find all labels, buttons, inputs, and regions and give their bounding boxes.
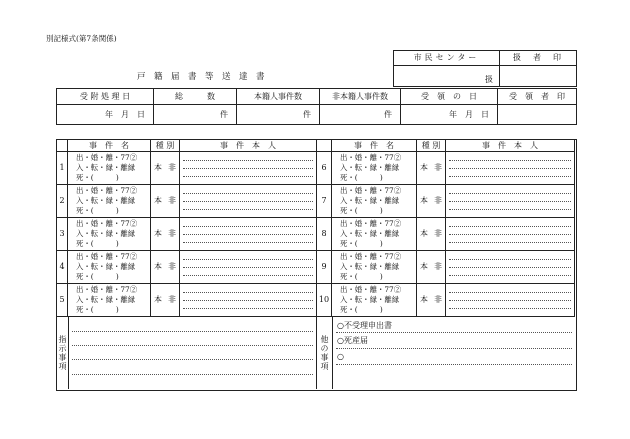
case-option: 出・婚・離・77② (340, 186, 402, 195)
row-no-header (317, 140, 332, 152)
case-person-field[interactable] (446, 152, 575, 185)
summary-header: 受 領 の 日 (401, 89, 498, 105)
type-option: 非 (168, 196, 176, 205)
type-option: 本 (420, 262, 428, 271)
case-type-options[interactable] (417, 185, 446, 218)
dotted-rule (183, 193, 313, 194)
other-section (316, 317, 575, 389)
case-row (317, 185, 575, 218)
case-row (57, 251, 317, 284)
summary-header: 受 附 処 理 日 (57, 89, 154, 105)
case-name-options[interactable] (68, 218, 151, 251)
type-option: 非 (434, 196, 442, 205)
case-option: 入・転・縁・離縁 (340, 295, 400, 304)
case-row-number: 7 (317, 185, 332, 218)
type-option: 非 (168, 163, 176, 172)
case-person-field[interactable] (446, 185, 575, 218)
case-row-number: 9 (317, 251, 332, 284)
case-row (317, 284, 575, 317)
other-item: ○死産届 (337, 336, 368, 345)
type-option: 非 (434, 163, 442, 172)
case-option: 入・転・縁・離縁 (76, 262, 136, 271)
case-type-options[interactable] (417, 251, 446, 284)
stamp-label: 扱 者 印 (500, 51, 577, 66)
cases-table-right (316, 139, 575, 317)
dotted-rule (449, 300, 571, 301)
instructions-section (56, 317, 317, 389)
case-person-header: 事 件 本 人 (446, 140, 575, 152)
case-option: 出・婚・離・77② (76, 186, 138, 195)
case-row (57, 218, 317, 251)
type-option: 非 (434, 229, 442, 238)
type-option: 本 (154, 295, 162, 304)
received-date-field[interactable]: 年 月 日 (57, 105, 154, 125)
instructions-label: 指示事項 (58, 335, 67, 371)
dotted-rule (449, 267, 571, 268)
dotted-rule (449, 160, 571, 161)
case-name-options[interactable] (68, 152, 151, 185)
dotted-rule (449, 308, 571, 309)
dotted-rule (449, 226, 571, 227)
case-row-number: 4 (57, 251, 68, 284)
case-row-number: 6 (317, 152, 332, 185)
case-option: 入・転・縁・離縁 (76, 163, 136, 172)
case-name-options[interactable] (332, 185, 417, 218)
dotted-rule (183, 168, 313, 169)
receipt-date-field[interactable]: 年 月 日 (401, 105, 498, 125)
case-option: 死・( ) (76, 239, 119, 248)
non-domicile-count-field[interactable]: 件 (320, 105, 401, 125)
case-option: 死・( ) (340, 272, 383, 281)
case-type-options[interactable] (417, 152, 446, 185)
center-label: 市民センター (394, 51, 500, 66)
case-row-number: 1 (57, 152, 68, 185)
dotted-rule (183, 201, 313, 202)
case-option: 入・転・縁・離縁 (340, 229, 400, 238)
dotted-rule (183, 209, 313, 210)
other-label-box (316, 317, 333, 389)
case-row (317, 218, 575, 251)
case-person-field[interactable] (180, 152, 317, 185)
case-name-options[interactable] (68, 185, 151, 218)
dotted-rule (183, 176, 313, 177)
case-option: 出・婚・離・77② (340, 219, 402, 228)
type-option: 本 (154, 196, 162, 205)
center-box (393, 50, 577, 87)
case-person-field[interactable] (180, 284, 317, 317)
other-label: 他の事項 (320, 335, 329, 371)
domicile-count-field[interactable]: 件 (237, 105, 320, 125)
case-name-options[interactable] (332, 218, 417, 251)
case-type-options[interactable] (151, 152, 180, 185)
case-type-options[interactable] (151, 284, 180, 317)
case-type-options[interactable] (151, 218, 180, 251)
type-option: 本 (420, 295, 428, 304)
type-option: 本 (420, 229, 428, 238)
case-option: 出・婚・離・77② (76, 285, 138, 294)
dotted-rule (183, 267, 313, 268)
dotted-rule (449, 259, 571, 260)
case-row (317, 251, 575, 284)
dotted-rule (449, 176, 571, 177)
case-row-number: 5 (57, 284, 68, 317)
type-option: 非 (168, 295, 176, 304)
case-option: 入・転・縁・離縁 (340, 196, 400, 205)
stamp-field[interactable] (500, 66, 577, 87)
case-name-options[interactable] (332, 284, 417, 317)
type-option: 本 (420, 163, 428, 172)
dotted-rule (449, 234, 571, 235)
other-field[interactable] (333, 317, 575, 389)
case-type-options[interactable] (417, 284, 446, 317)
case-row-number: 10 (317, 284, 332, 317)
type-option: 本 (154, 163, 162, 172)
case-option: 出・婚・離・77② (340, 252, 402, 261)
case-row-number: 3 (57, 218, 68, 251)
case-option: 死・( ) (340, 305, 383, 314)
dotted-rule (183, 308, 313, 309)
dotted-rule (183, 292, 313, 293)
case-name-header: 事 件 名 (68, 140, 151, 152)
type-option: 非 (434, 262, 442, 271)
center-field[interactable] (394, 66, 500, 87)
dotted-rule (183, 275, 313, 276)
dotted-rule (449, 201, 571, 202)
case-row (57, 284, 317, 317)
case-person-field[interactable] (180, 218, 317, 251)
case-option: 死・( ) (76, 272, 119, 281)
row-no-header (57, 140, 68, 152)
summary-header: 総 数 (154, 89, 237, 105)
case-type-options[interactable] (151, 251, 180, 284)
case-person-field[interactable] (180, 251, 317, 284)
case-option: 入・転・縁・離縁 (340, 262, 400, 271)
case-type-options[interactable] (417, 218, 446, 251)
dotted-rule (183, 234, 313, 235)
other-item: ○不受理申出書 (337, 321, 392, 330)
total-field[interactable]: 件 (154, 105, 237, 125)
case-option: 入・転・縁・離縁 (340, 163, 400, 172)
case-row-number: 8 (317, 218, 332, 251)
summary-header: 本籍人事件数 (237, 89, 320, 105)
case-type-header: 種 別 (417, 140, 446, 152)
case-person-field[interactable] (446, 218, 575, 251)
summary-header: 受 領 者 印 (498, 89, 577, 105)
case-option: 死・( ) (340, 239, 383, 248)
dotted-rule (449, 168, 571, 169)
dotted-rule (449, 292, 571, 293)
case-row (57, 185, 317, 218)
dotted-rule (183, 300, 313, 301)
dotted-rule (449, 275, 571, 276)
type-option: 非 (168, 229, 176, 238)
case-option: 死・( ) (340, 173, 383, 182)
case-option: 入・転・縁・離縁 (76, 229, 136, 238)
type-option: 本 (154, 229, 162, 238)
type-option: 本 (420, 196, 428, 205)
case-option: 出・婚・離・77② (76, 219, 138, 228)
form-title: 戸 籍 届 書 等 送 達 書 (137, 72, 265, 82)
case-option: 出・婚・離・77② (76, 153, 138, 162)
case-person-field[interactable] (180, 185, 317, 218)
instructions-field[interactable] (69, 317, 316, 389)
case-name-options[interactable] (68, 284, 151, 317)
case-option: 出・婚・離・77② (340, 153, 402, 162)
case-name-options[interactable] (68, 251, 151, 284)
case-option: 入・転・縁・離縁 (76, 295, 136, 304)
case-option: 死・( ) (340, 206, 383, 215)
instructions-label-box (56, 317, 69, 389)
case-row (57, 152, 317, 185)
summary-header: 非本籍人事件数 (320, 89, 401, 105)
case-type-header: 種 別 (151, 140, 180, 152)
other-item: ○ (337, 352, 344, 361)
dotted-rule (449, 242, 571, 243)
case-option: 出・婚・離・77② (340, 285, 402, 294)
case-row (317, 152, 575, 185)
case-name-options[interactable] (332, 251, 417, 284)
type-option: 非 (434, 295, 442, 304)
dotted-rule (449, 193, 571, 194)
case-name-options[interactable] (332, 152, 417, 185)
case-person-header: 事 件 本 人 (180, 140, 317, 152)
type-option: 非 (168, 262, 176, 271)
case-option: 入・転・縁・離縁 (76, 196, 136, 205)
summary-table (56, 88, 577, 125)
case-person-field[interactable] (446, 284, 575, 317)
case-option: 死・( ) (76, 173, 119, 182)
case-person-field[interactable] (446, 251, 575, 284)
type-option: 本 (154, 262, 162, 271)
center-suffix: 扱 (485, 75, 493, 84)
case-type-options[interactable] (151, 185, 180, 218)
dotted-rule (183, 226, 313, 227)
case-row-number: 2 (57, 185, 68, 218)
case-option: 出・婚・離・77② (76, 252, 138, 261)
case-option: 死・( ) (76, 206, 119, 215)
dotted-rule (183, 242, 313, 243)
case-name-header: 事 件 名 (332, 140, 417, 152)
form-label: 別記様式(第7条関係) (46, 34, 117, 43)
cases-table-left (56, 139, 317, 317)
dotted-rule (449, 209, 571, 210)
dotted-rule (183, 160, 313, 161)
case-option: 死・( ) (76, 305, 119, 314)
dotted-rule (183, 259, 313, 260)
receiver-stamp-field[interactable] (498, 105, 577, 125)
